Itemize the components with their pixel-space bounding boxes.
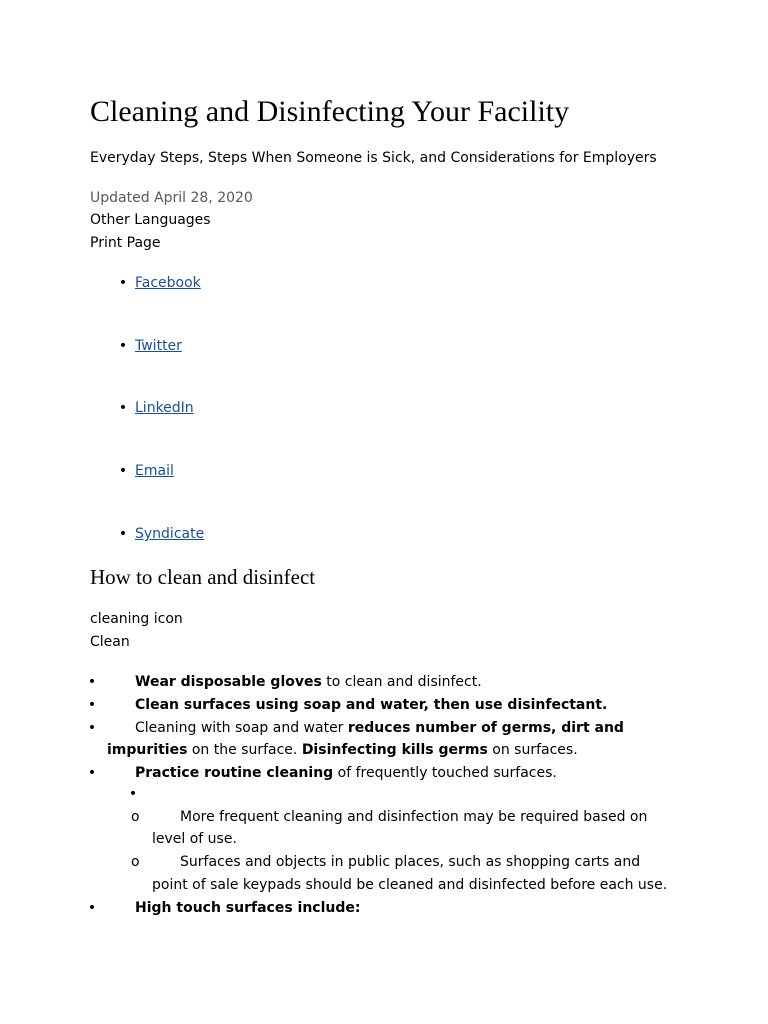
emphasis-text: impurities [107, 742, 188, 758]
bullet-glyph: • [118, 275, 128, 291]
list-item [135, 718, 624, 738]
bullet-glyph: • [118, 526, 128, 542]
body-text: Cleaning with soap and water [135, 720, 348, 736]
section-heading: How to clean and disinfect [90, 565, 316, 589]
twitter-link[interactable]: Twitter [135, 338, 182, 354]
emphasis-text: reduces number of germs, dirt and [347, 720, 624, 736]
list-item [135, 898, 360, 918]
page-title: Cleaning and Disinfecting Your Facility [90, 95, 570, 128]
facebook-link[interactable]: Facebook [135, 275, 201, 291]
sub-bullet-glyph: o [131, 809, 140, 825]
page-subtitle: Everyday Steps, Steps When Someone is Sick, and Considerations for Employers [90, 150, 657, 166]
list-item-continuation [107, 740, 578, 760]
bullet-glyph: • [87, 720, 97, 736]
sub-list-item: Surfaces and objects in public places, such as shopping carts and [180, 854, 641, 870]
linkedin-link[interactable]: LinkedIn [135, 400, 194, 416]
bullet-glyph: • [87, 697, 97, 713]
emphasis-text: Wear disposable gloves [135, 674, 322, 690]
emphasis-text: Practice routine cleaning [135, 765, 334, 781]
bullet-glyph: • [118, 400, 128, 416]
emphasis-text: High touch surfaces include: [135, 900, 361, 916]
emphasis-text: Disinfecting kills germs [301, 742, 488, 758]
print-page-link[interactable]: Print Page [90, 235, 161, 251]
bullet-glyph: • [128, 786, 138, 802]
sub-bullet-glyph: o [131, 854, 140, 870]
list-item [135, 695, 607, 715]
bullet-glyph: • [118, 338, 128, 354]
sub-list-item: More frequent cleaning and disinfection may be required based on [180, 809, 648, 825]
sub-list-item-continuation: level of use. [152, 831, 237, 847]
cleaning-icon: cleaning icon [90, 611, 183, 627]
list-item [135, 672, 482, 692]
body-text: on the surface. [187, 742, 302, 758]
bullet-glyph: • [87, 765, 97, 781]
bullet-glyph: • [118, 463, 128, 479]
body-text: to clean and disinfect. [321, 674, 482, 690]
bullet-glyph: • [87, 900, 97, 916]
sub-list-item-continuation: point of sale keypads should be cleaned and disinfected before each use. [152, 877, 668, 893]
list-item [135, 763, 557, 783]
email-link[interactable]: Email [135, 463, 174, 479]
section-label: Clean [90, 634, 130, 650]
other-languages-link[interactable]: Other Languages [90, 212, 211, 228]
body-text: on surfaces. [487, 742, 578, 758]
updated-date: Updated April 28, 2020 [90, 190, 253, 206]
bullet-glyph: • [87, 674, 97, 690]
syndicate-link[interactable]: Syndicate [135, 526, 205, 542]
emphasis-text: Clean surfaces using soap and water, then use disinfectant. [135, 697, 608, 713]
body-text: of frequently touched surfaces. [333, 765, 557, 781]
